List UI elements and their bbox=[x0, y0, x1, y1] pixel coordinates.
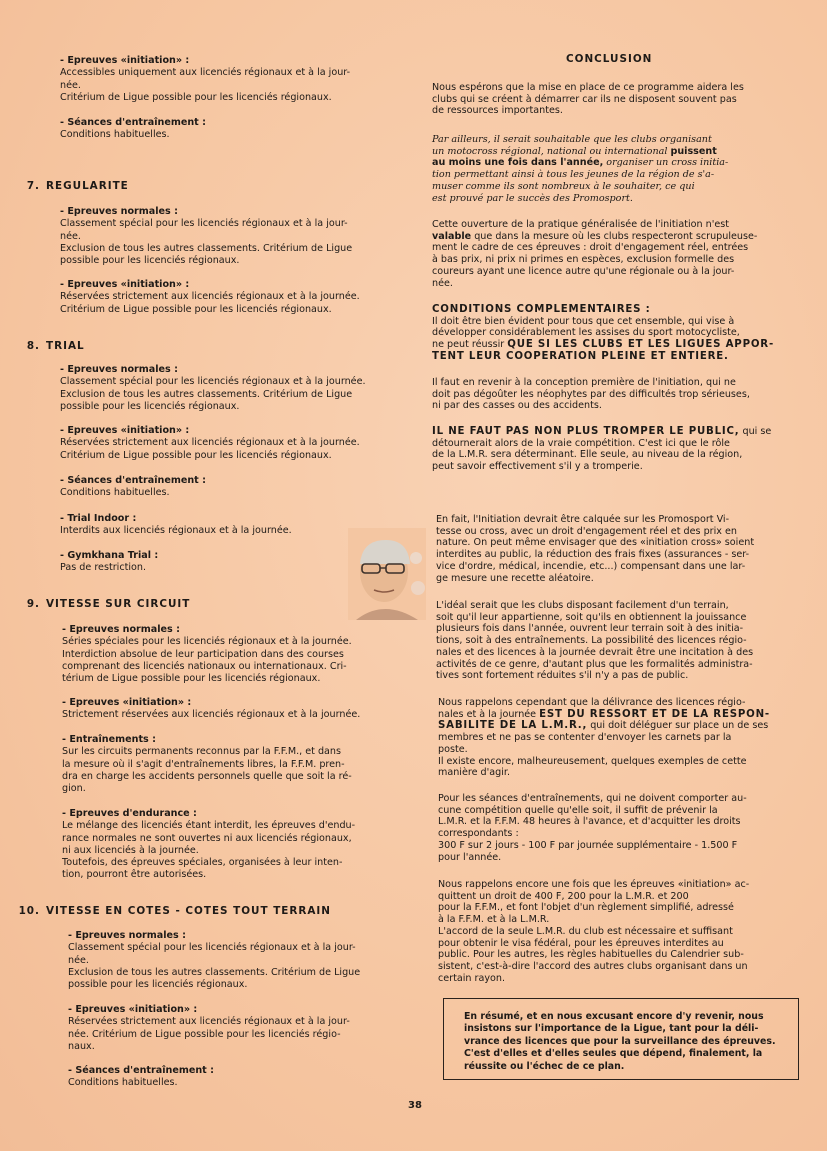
page-number: 38 bbox=[408, 1100, 422, 1111]
text-line: interdites au public, la réduction des frais fixes (assurances - ser- bbox=[436, 549, 750, 561]
paragraph-4 bbox=[432, 377, 800, 412]
section-number: 7. bbox=[26, 180, 40, 192]
text-line: Exclusion de tous les autres classements. Critérium de Ligue bbox=[60, 242, 353, 254]
subheading: - Epreuves normales : bbox=[60, 364, 178, 375]
text-line: Accessibles uniquement aux licenciés régionaux et à la jour- bbox=[60, 67, 351, 79]
s9-initiation bbox=[62, 697, 360, 722]
text-line: doit pas dégoûter les néophytes par des difficultés trop sérieuses, bbox=[432, 388, 750, 400]
subheading: - Séances d'entraînement : bbox=[60, 117, 206, 128]
text-line: Exclusion de tous les autres classements. Critérium de Ligue bbox=[60, 388, 353, 400]
text-line: L'idéal serait que les clubs disposant facilement d'un terrain, bbox=[436, 600, 729, 611]
text-line: insistons sur l'importance de la Ligue, tant pour la déli- bbox=[464, 1023, 759, 1035]
text-line: pour obtenir le visa fédéral, pour les épreuves interdites au bbox=[438, 937, 724, 949]
text-line: Pour les séances d'entraînements, qui ne doivent comporter au- bbox=[438, 793, 747, 804]
text-line: née. bbox=[432, 277, 453, 289]
text-line: L.M.R. et la F.F.M. 48 heures à l'avance, et d'acquitter les droits bbox=[438, 816, 741, 828]
text-span-bold: IL NE FAUT PAS NON PLUS TROMPER LE PUBLIC, bbox=[432, 426, 740, 437]
text-span: nales et à la journée bbox=[438, 708, 540, 720]
text-line: membres et ne pas se contenter d'envoyer les carnets par la bbox=[438, 732, 732, 744]
subheading: - Epreuves «initiation» : bbox=[68, 1004, 198, 1015]
text-line-bold: TENT LEUR COOPERATION PLEINE ET ENTIERE. bbox=[432, 350, 729, 362]
text-line: manière d'agir. bbox=[438, 767, 511, 779]
subheading: - Epreuves d'endurance : bbox=[62, 808, 197, 819]
text-line: Séries spéciales pour les licenciés régionaux et à la journée. bbox=[62, 636, 352, 648]
text-line: térium de Ligue possible pour les licenciés régionaux. bbox=[62, 673, 321, 685]
text-line: Conditions habituelles. bbox=[60, 487, 170, 499]
text-line: tesse ou cross, avec un droit d'engagement réel et des prix en bbox=[436, 525, 737, 537]
text-line: la mesure où il s'agit d'entraînements libres, la F.F.M. pren- bbox=[62, 758, 345, 770]
paragraph-2 bbox=[432, 134, 800, 204]
text-span-bold: SABILITE DE LA L.M.R., bbox=[438, 720, 588, 732]
text-line: nales et des licences à la journée devrait être une incitation à des bbox=[436, 646, 754, 658]
text-line: née. bbox=[68, 954, 89, 966]
text-line: vice d'ordre, médical, incendie, etc...) compensant dans une lar- bbox=[436, 560, 746, 572]
text-line: C'est d'elles et d'elles seules que dépend, finalement, la bbox=[464, 1048, 763, 1060]
text-line: cune compétition quelle qu'elle soit, il suffit de prévenir la bbox=[438, 804, 718, 816]
text-line: En résumé, et en nous excusant encore d'y revenir, nous bbox=[464, 1011, 764, 1022]
text-line: Conditions habituelles. bbox=[68, 1077, 178, 1089]
paragraph-9 bbox=[438, 793, 800, 863]
text-line: possible pour les licenciés régionaux. bbox=[68, 979, 248, 991]
section-heading-7 bbox=[18, 180, 129, 192]
text-line: Classement spécial pour les licenciés régionaux et à la journée. bbox=[60, 376, 366, 388]
subheading: - Epreuves «initiation» : bbox=[60, 279, 190, 290]
text-line: Nous rappelons encore une fois que les épreuves «initiation» ac- bbox=[438, 879, 750, 890]
text-line: développer considérablement les assises du sport motocycliste, bbox=[432, 327, 740, 339]
text-line: correspondants : bbox=[438, 828, 519, 840]
subheading: - Epreuves normales : bbox=[68, 930, 186, 941]
paragraph-1 bbox=[432, 82, 800, 117]
s8-trial-indoor bbox=[60, 513, 292, 538]
text-span: qui se bbox=[739, 426, 772, 437]
text-line: Pas de restriction. bbox=[60, 562, 147, 574]
paragraph-10 bbox=[438, 879, 800, 984]
text-line: Interdits aux licenciés régionaux et à la journée. bbox=[60, 525, 292, 537]
section-heading-8 bbox=[18, 340, 85, 352]
text-line: Strictement réservées aux licenciés régionaux et à la journée. bbox=[62, 709, 361, 721]
s7-initiation bbox=[60, 279, 360, 316]
text-span-bold: EST DU RESSORT ET DE LA RESPON- bbox=[539, 708, 770, 720]
subheading: - Epreuves normales : bbox=[62, 624, 180, 635]
text-line: Nous espérons que la mise en place de ce programme aidera les bbox=[432, 82, 744, 93]
text-line: quittent un droit de 400 F, 200 pour la L.M.R. et 200 bbox=[438, 890, 689, 902]
s8-normales bbox=[60, 364, 366, 413]
text-line: public. Pour les autres, les règles habituelles du Calendrier sub- bbox=[438, 949, 744, 961]
section-title: VITESSE EN COTES - COTES TOUT TERRAIN bbox=[46, 905, 331, 917]
text-line: détournerait alors de la vraie compétition. C'est ici que le rôle bbox=[432, 437, 730, 449]
text-line: Réservées strictement aux licenciés régionaux et à la journée. bbox=[60, 437, 360, 449]
subheading: - Epreuves normales : bbox=[60, 206, 178, 217]
paragraph-3 bbox=[432, 219, 800, 289]
text-line: ni par des casses ou des accidents. bbox=[432, 400, 602, 412]
text-line: Le mélange des licenciés étant interdit, les épreuves d'endu- bbox=[62, 820, 356, 832]
text-line: ni aux licenciés à la journée. bbox=[62, 844, 199, 856]
left-block-entrainement bbox=[60, 117, 206, 142]
text-line: Critérium de Ligue possible pour les licenciés régionaux. bbox=[60, 91, 332, 103]
section-title: REGULARITE bbox=[46, 180, 129, 192]
text-line: En fait, l'Initiation devrait être calquée sur les Promosport Vi- bbox=[436, 514, 730, 525]
s10-normales bbox=[68, 930, 360, 991]
text-line: Classement spécial pour les licenciés régionaux et à la jour- bbox=[60, 218, 348, 230]
text-line: Conditions habituelles. bbox=[60, 129, 170, 141]
text-span-bold: au moins une fois dans l'année, bbox=[432, 157, 604, 169]
text-line: sistent, c'est-à-dire l'accord des autres clubs organisant dans un bbox=[438, 960, 748, 972]
subheading: - Gymkhana Trial : bbox=[60, 550, 159, 561]
s9-endurance bbox=[62, 808, 355, 882]
text-line: activités de ce genre, d'autant plus que les formalités administra- bbox=[436, 658, 753, 670]
paragraph-7 bbox=[436, 600, 800, 682]
subheading: - Entraînements : bbox=[62, 734, 156, 745]
text-line: nature. On peut même envisager que des «initiation cross» soient bbox=[436, 537, 755, 549]
text-line: naux. bbox=[68, 1040, 95, 1052]
s7-normales bbox=[60, 206, 352, 267]
text-span: un motocross régional, national ou international bbox=[432, 145, 671, 157]
text-line: à la F.F.M. et à la L.M.R. bbox=[438, 914, 550, 926]
text-line: Réservées strictement aux licenciés régionaux et à la jour- bbox=[68, 1016, 350, 1028]
text-span-bold: valable bbox=[432, 230, 472, 242]
s8-entrainement bbox=[60, 475, 206, 500]
summary-box bbox=[443, 998, 799, 1080]
paragraph-8 bbox=[438, 697, 800, 779]
text-line: ment le cadre de ces épreuves : droit d'engagement réel, entrées bbox=[432, 242, 749, 254]
subheading: CONDITIONS COMPLEMENTAIRES : bbox=[432, 304, 651, 315]
conclusion-heading: CONCLUSION bbox=[566, 53, 653, 65]
text-line: Il doit être bien évident pour tous que cet ensemble, qui vise à bbox=[432, 315, 735, 327]
text-line: comprenant des licenciés nationaux ou internationaux. Cri- bbox=[62, 660, 347, 672]
s8-initiation bbox=[60, 425, 360, 462]
text-line: tion permettant ainsi à tous les jeunes de la région de s'a- bbox=[432, 169, 715, 181]
s10-initiation bbox=[68, 1004, 350, 1053]
text-line: coureurs ayant une licence autre qu'une régionale ou à la jour- bbox=[432, 265, 735, 277]
text-line: Critérium de Ligue possible pour les licenciés régionaux. bbox=[60, 303, 332, 315]
text-line: peut savoir effectivement s'il y a tromperie. bbox=[432, 461, 643, 473]
s9-entrainements bbox=[62, 734, 352, 795]
text-line: certain rayon. bbox=[438, 972, 506, 984]
text-span: que dans la mesure où les clubs respecteront scrupuleuse- bbox=[471, 230, 758, 242]
text-span: ne peut réussir bbox=[432, 339, 508, 351]
text-line: vrance des licences que pour la surveillance des épreuves. bbox=[464, 1035, 776, 1047]
text-line: L'accord de la seule L.M.R. du club est nécessaire et suffisant bbox=[438, 925, 733, 937]
text-line: Classement spécial pour les licenciés régionaux et à la jour- bbox=[68, 942, 356, 954]
text-span: organiser un cross initia- bbox=[603, 157, 729, 169]
text-line: Interdiction absolue de leur participation dans des courses bbox=[62, 648, 344, 660]
text-line: Il faut en revenir à la conception première de l'initiation, qui ne bbox=[432, 377, 736, 388]
text-span-bold: puissent bbox=[670, 145, 717, 157]
text-line: Par ailleurs, il serait souhaitable que les clubs organisant bbox=[432, 134, 712, 145]
text-line: réussite ou l'échec de ce plan. bbox=[464, 1060, 625, 1072]
paragraph-6 bbox=[436, 514, 800, 584]
text-line: Cette ouverture de la pratique généralisée de l'initiation n'est bbox=[432, 219, 730, 230]
text-line: Il existe encore, malheureusement, quelques exemples de cette bbox=[438, 755, 747, 767]
text-line: gion. bbox=[62, 783, 86, 795]
subheading: - Séances d'entraînement : bbox=[68, 1065, 214, 1076]
text-line: à bas prix, ni prix ni primes en espèces, exclusion formelle des bbox=[432, 254, 735, 266]
s9-normales bbox=[62, 624, 352, 685]
text-line: tion, pourront être autorisées. bbox=[62, 869, 207, 881]
section-heading-9 bbox=[18, 598, 190, 610]
text-line: née. bbox=[60, 79, 81, 91]
section-number: 9. bbox=[26, 598, 40, 610]
text-line: poste. bbox=[438, 743, 468, 755]
section-heading-10 bbox=[18, 905, 331, 917]
text-line: rance normales ne sont ouvertes ni aux licenciés régionaux, bbox=[62, 832, 352, 844]
text-line: 300 F sur 2 jours - 100 F par journée supplémentaire - 1.500 F bbox=[438, 839, 738, 851]
text-line: dra en charge les accidents personnels quelle que soit la ré- bbox=[62, 770, 352, 782]
text-line: Sur les circuits permanents reconnus par la F.F.M., et dans bbox=[62, 746, 342, 758]
text-line: possible pour les licenciés régionaux. bbox=[60, 255, 240, 267]
text-line: Nous rappelons cependant que la délivrance des licences régio- bbox=[438, 697, 746, 708]
section-number: 10. bbox=[18, 905, 40, 917]
text-span-bold: QUE SI LES CLUBS ET LES LIGUES APPOR- bbox=[507, 339, 774, 351]
text-line: Exclusion de tous les autres classements. Critérium de Ligue bbox=[68, 966, 361, 978]
text-line: de ressources importantes. bbox=[432, 105, 563, 117]
text-line: clubs qui se créent à démarrer car ils ne disposent souvent pas bbox=[432, 93, 737, 105]
left-block-initiation bbox=[60, 55, 350, 104]
text-line: de la L.M.R. sera déterminant. Elle seule, au niveau de la région, bbox=[432, 449, 743, 461]
subheading: - Trial Indoor : bbox=[60, 513, 137, 524]
text-line: pour la F.F.M., et font l'objet d'un règlement simplifié, adressé bbox=[438, 902, 734, 914]
s8-gymkhana bbox=[60, 550, 158, 575]
text-line: née. Critérium de Ligue possible pour les licenciés régio- bbox=[68, 1028, 341, 1040]
paragraph-5 bbox=[432, 426, 800, 473]
text-line: plusieurs fois dans l'année, ouvrent leur terrain soit à des initia- bbox=[436, 623, 744, 635]
text-line: Toutefois, des épreuves spéciales, organisées à leur inten- bbox=[62, 857, 343, 869]
subheading: - Epreuves «initiation» : bbox=[60, 425, 190, 436]
portrait-photo bbox=[348, 528, 426, 620]
text-line: soit qu'il leur appartienne, soit qu'ils en obtiennent la jouissance bbox=[436, 611, 747, 623]
subheading: - Epreuves «initiation» : bbox=[62, 697, 192, 708]
text-line: possible pour les licenciés régionaux. bbox=[60, 400, 240, 412]
subheading: - Séances d'entraînement : bbox=[60, 475, 206, 486]
subheading: - Epreuves «initiation» : bbox=[60, 55, 190, 66]
text-line: Réservées strictement aux licenciés régionaux et à la journée. bbox=[60, 291, 360, 303]
text-line: tions, soit à des entraînements. La possibilité des licences régio- bbox=[436, 635, 747, 647]
text-line: Critérium de Ligue possible pour les licenciés régionaux. bbox=[60, 449, 332, 461]
text-line: est prouvé par le succès des Promosport. bbox=[432, 192, 633, 204]
text-line: née. bbox=[60, 230, 81, 242]
section-title: VITESSE SUR CIRCUIT bbox=[46, 598, 191, 610]
section-title: TRIAL bbox=[46, 340, 85, 352]
conditions-complementaires bbox=[432, 304, 800, 363]
text-line: ge mesure une recette aléatoire. bbox=[436, 572, 594, 584]
text-line: pour l'année. bbox=[438, 851, 502, 863]
section-number: 8. bbox=[26, 340, 40, 352]
text-line: muser comme ils sont nombreux à le souhaiter, ce qui bbox=[432, 180, 695, 192]
text-line: tives sont fortement réduites s'il n'y a pas de public. bbox=[436, 670, 689, 682]
text-span: qui doit déléguer sur place un de ses bbox=[587, 720, 769, 732]
s10-entrainement bbox=[68, 1065, 214, 1090]
